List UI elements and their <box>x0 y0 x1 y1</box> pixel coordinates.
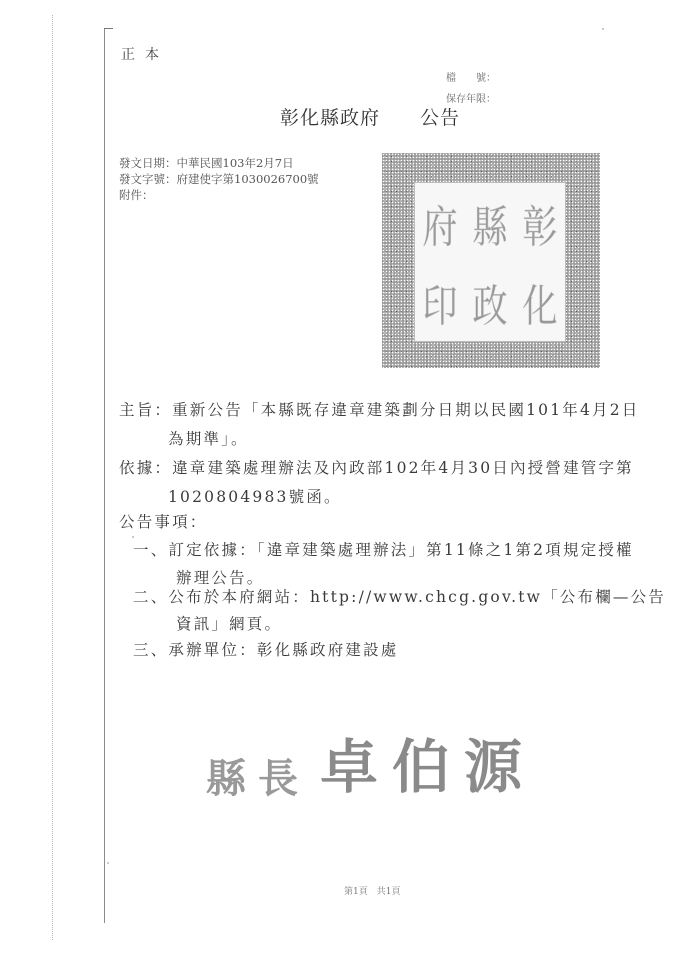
items-heading: 公告事項： <box>119 513 208 531</box>
binding-margin-hook <box>104 28 113 29</box>
item-1-line-1: 一、訂定依據：「違章建築處理辦法」第11條之1第2項規定授權 <box>133 541 634 559</box>
signature-title: 縣長 <box>206 755 310 802</box>
scan-speck <box>107 862 109 864</box>
seal-char: 府 <box>422 201 458 253</box>
subject-line-1: 主旨：重新公告「本縣既存違章建築劃分日期以民國101年4月2日 <box>119 401 640 419</box>
basis-line-1: 依據：違章建築處理辦法及內政部102年4月30日內授營建管字第 <box>119 459 634 477</box>
original-copy-label: 正本 <box>121 47 169 63</box>
issue-info-block <box>119 155 319 203</box>
item-1-line-2: 辦理公告。 <box>176 569 265 587</box>
seal-char: 縣 <box>472 201 508 253</box>
scan-speck <box>132 536 134 538</box>
seal-char: 政 <box>472 280 508 332</box>
retention-period-label: 保存年限： <box>446 94 496 105</box>
item-2-line-1: 二、公布於本府網站：http://www.chcg.gov.tw「公布欄—公告 <box>133 588 667 606</box>
issue-reference-number: 發文字號：府建使字第1030026700號 <box>119 172 319 186</box>
seal-characters <box>415 183 565 341</box>
page-number-footer: 第1頁 共1頁 <box>344 887 401 897</box>
basis-line-2: 1020804983號函。 <box>168 488 342 506</box>
attachment-label: 附件： <box>119 188 154 202</box>
seal-char: 印 <box>422 280 458 332</box>
magistrate-signature <box>206 720 536 804</box>
subject-line-2: 為期準」。 <box>168 430 249 448</box>
seal-char: 彰 <box>522 201 558 253</box>
scan-edge-dotted-line <box>52 15 53 940</box>
file-number-label: 檔 號： <box>446 73 496 84</box>
binding-margin-line <box>104 28 105 923</box>
signature-name: 卓伯源 <box>320 733 537 801</box>
seal-char: 化 <box>522 280 558 332</box>
item-2-line-2: 資訊」網頁。 <box>176 615 283 633</box>
seal-inner-square <box>414 182 566 342</box>
scan-speck <box>602 28 604 30</box>
official-seal-stamp <box>382 153 600 368</box>
document-title: 彰化縣政府 公告 <box>280 107 461 129</box>
issue-date: 發文日期：中華民國103年2月7日 <box>119 156 294 170</box>
item-3-line-1: 三、承辦單位：彰化縣政府建設處 <box>133 641 399 659</box>
